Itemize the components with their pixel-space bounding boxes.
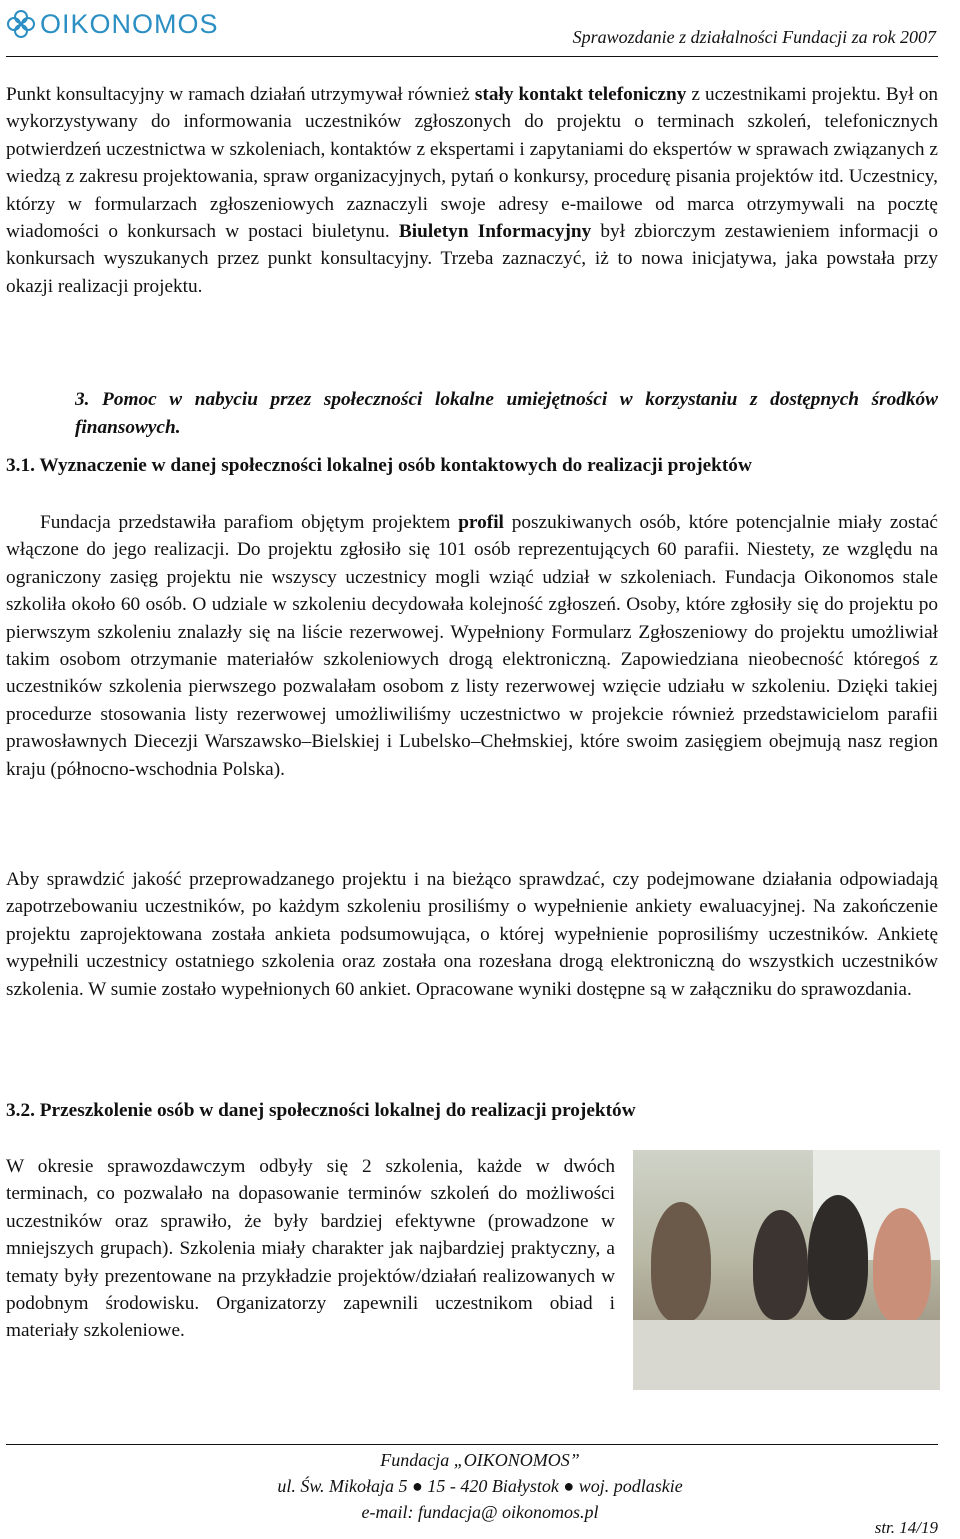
logo xyxy=(6,6,219,42)
para-text: poszukiwanych osób, które potencjalnie miały zostać włączone do jego realizacji. Do projektu zgłosiło się 101 osób reprezentujących 60 parafii. Niestety, ze względu na ograniczony zasięg projektu nie wszyscy uczestnicy mogli wziąć udział w szkoleniach. Fundacja Oikonomos stale szkoliła około 60 osób. O udziale w szkoleniu decydowała kolejność zgłoszeń. Osoby, które zgłosiły się do projektu po pierwszym szkoleniu znalazły się na liście rezerwowej. Wypełniony Formularz Zgłoszeniowy do projektu umożliwiał takim osobom otrzymanie materiałów szkoleniowych drogą elektroniczną. Zapowiedziana nieobecność któregoś z uczestników szkolenia pierwszego pozwalałam osobom z listy rezerwowej wzięcie udziału w szkoleniu. Dzięki takiej procedurze stosowania listy rezerwowej umożliwiliśmy uczestnictwo w projekcie również przedstawicielom parafii prawosławnych Diecezji Warszawsko–Bielskiej i Lubelsko–Chełmskiej, które swoim zasięgiem obejmują nasz region kraju (północno-wschodnia Polska). xyxy=(6,512,938,780)
para-text: z uczestnikami projektu. Był on wykorzystywany do informowania uczestników zgłoszonych do projektu o terminach szkoleń, telefonicznych potwierdzeń uczestnictwa w szkoleniach, kontaktów z ekspertami i zapytaniami do ekspertów w sprawach związanych z wiedzą z zakresu projektowania, spraw organizacyjnych, pytań o konkursy, procedurę pisania projektów itd. Uczestnicy, którzy w formularzach zgłoszeniowych zaznaczyli swoje adresy e-mailowe od marca otrzymywali na pocztę wiadomości o konkursach w postaci biuletynu. xyxy=(6,84,938,243)
para-text: Aby sprawdzić jakość przeprowadzanego projektu i na bieżąco sprawdzać, czy podejmowane działania odpowiadają zapotrzebowaniu uczestników, po każdym szkoleniu prosiliśmy o wypełnienie ankiety ewaluacyjnej. Na zakończenie projektu zaprojektowana została ankieta podsumowująca, o której wypełnienie poprosiliśmy uczestników. Ankietę wypełnili uczestnicy ostatniego szkolenia oraz została ona rozesłana drogą elektroniczną do wszystkich uczestników szkolenia. W sumie zostało wypełnionych 60 ankiet. Opracowane wyniki dostępne są w załączniku do sprawozdania. xyxy=(6,869,938,1000)
header-divider xyxy=(6,56,938,57)
paragraph-trainings: W okresie sprawozdawczym odbyły się 2 szkolenia, każde w dwóch terminach, co pozwalało na dopasowanie terminów szkoleń do możliwości uczestników oraz sprawiło, że były bardziej efektywne (prowadzone w mniejszych grupach). Szkolenia miały charakter jak najbardziej praktyczny, a tematy były prezentowane na przykładzie projektów/działań realizowanych w podobnym środowisku. Organizatorzy zapewnili uczestnikom obiad i materiały szkoleniowe. xyxy=(6,1156,615,1342)
flower-logo-icon xyxy=(6,9,36,39)
para-text: Fundacja przedstawiła parafiom objętym projektem xyxy=(40,512,459,533)
training-photo xyxy=(633,1150,940,1390)
subsection-heading-3-2: 3.2. Przeszkolenie osób w danej społeczności lokalnej do realizacji projektów xyxy=(6,1100,636,1121)
footer-address: ul. Św. Mikołaja 5 ● 15 - 420 Białystok ● woj. podlaskie xyxy=(277,1476,683,1496)
para-text: był zbiorczym zestawieniem informacji o konkursach wyszukanych przez punkt konsultacyjny. Trzeba zaznaczyć, iż to nowa inicjatywa, jaka powstała przy okazji realizacji projektu. xyxy=(6,221,938,297)
footer-divider xyxy=(6,1444,938,1445)
para-bold: stały kontakt telefoniczny xyxy=(474,84,687,105)
logo-text: OIKONOMOS xyxy=(40,8,219,39)
para-text: Punkt konsultacyjny w ramach działań utrzymywał również xyxy=(6,84,475,105)
paragraph-consultation xyxy=(6,81,938,300)
section-heading-3: 3. Pomoc w nabyciu przez społeczności lokalne umiejętności w korzystaniu z dostępnych środków finansowych. xyxy=(75,389,938,438)
paragraph-evaluation xyxy=(6,866,938,1003)
page-header xyxy=(0,0,960,60)
footer-foundation: Fundacja „OIKONOMOS” xyxy=(380,1450,580,1470)
para-bold: profil xyxy=(458,512,504,533)
para-bold: Biuletyn Informacyjny xyxy=(398,221,592,243)
paragraph-profile xyxy=(6,509,938,783)
report-title: Sprawozdanie z działalności Fundacji za rok 2007 xyxy=(572,27,936,47)
footer-email: e-mail: fundacja@ oikonomos.pl xyxy=(361,1502,599,1522)
subsection-heading-3-1: 3.1. Wyznaczenie w danej społeczności lokalnej osób kontaktowych do realizacji projektów xyxy=(6,455,752,476)
page-number: str. 14/19 xyxy=(874,1518,938,1537)
